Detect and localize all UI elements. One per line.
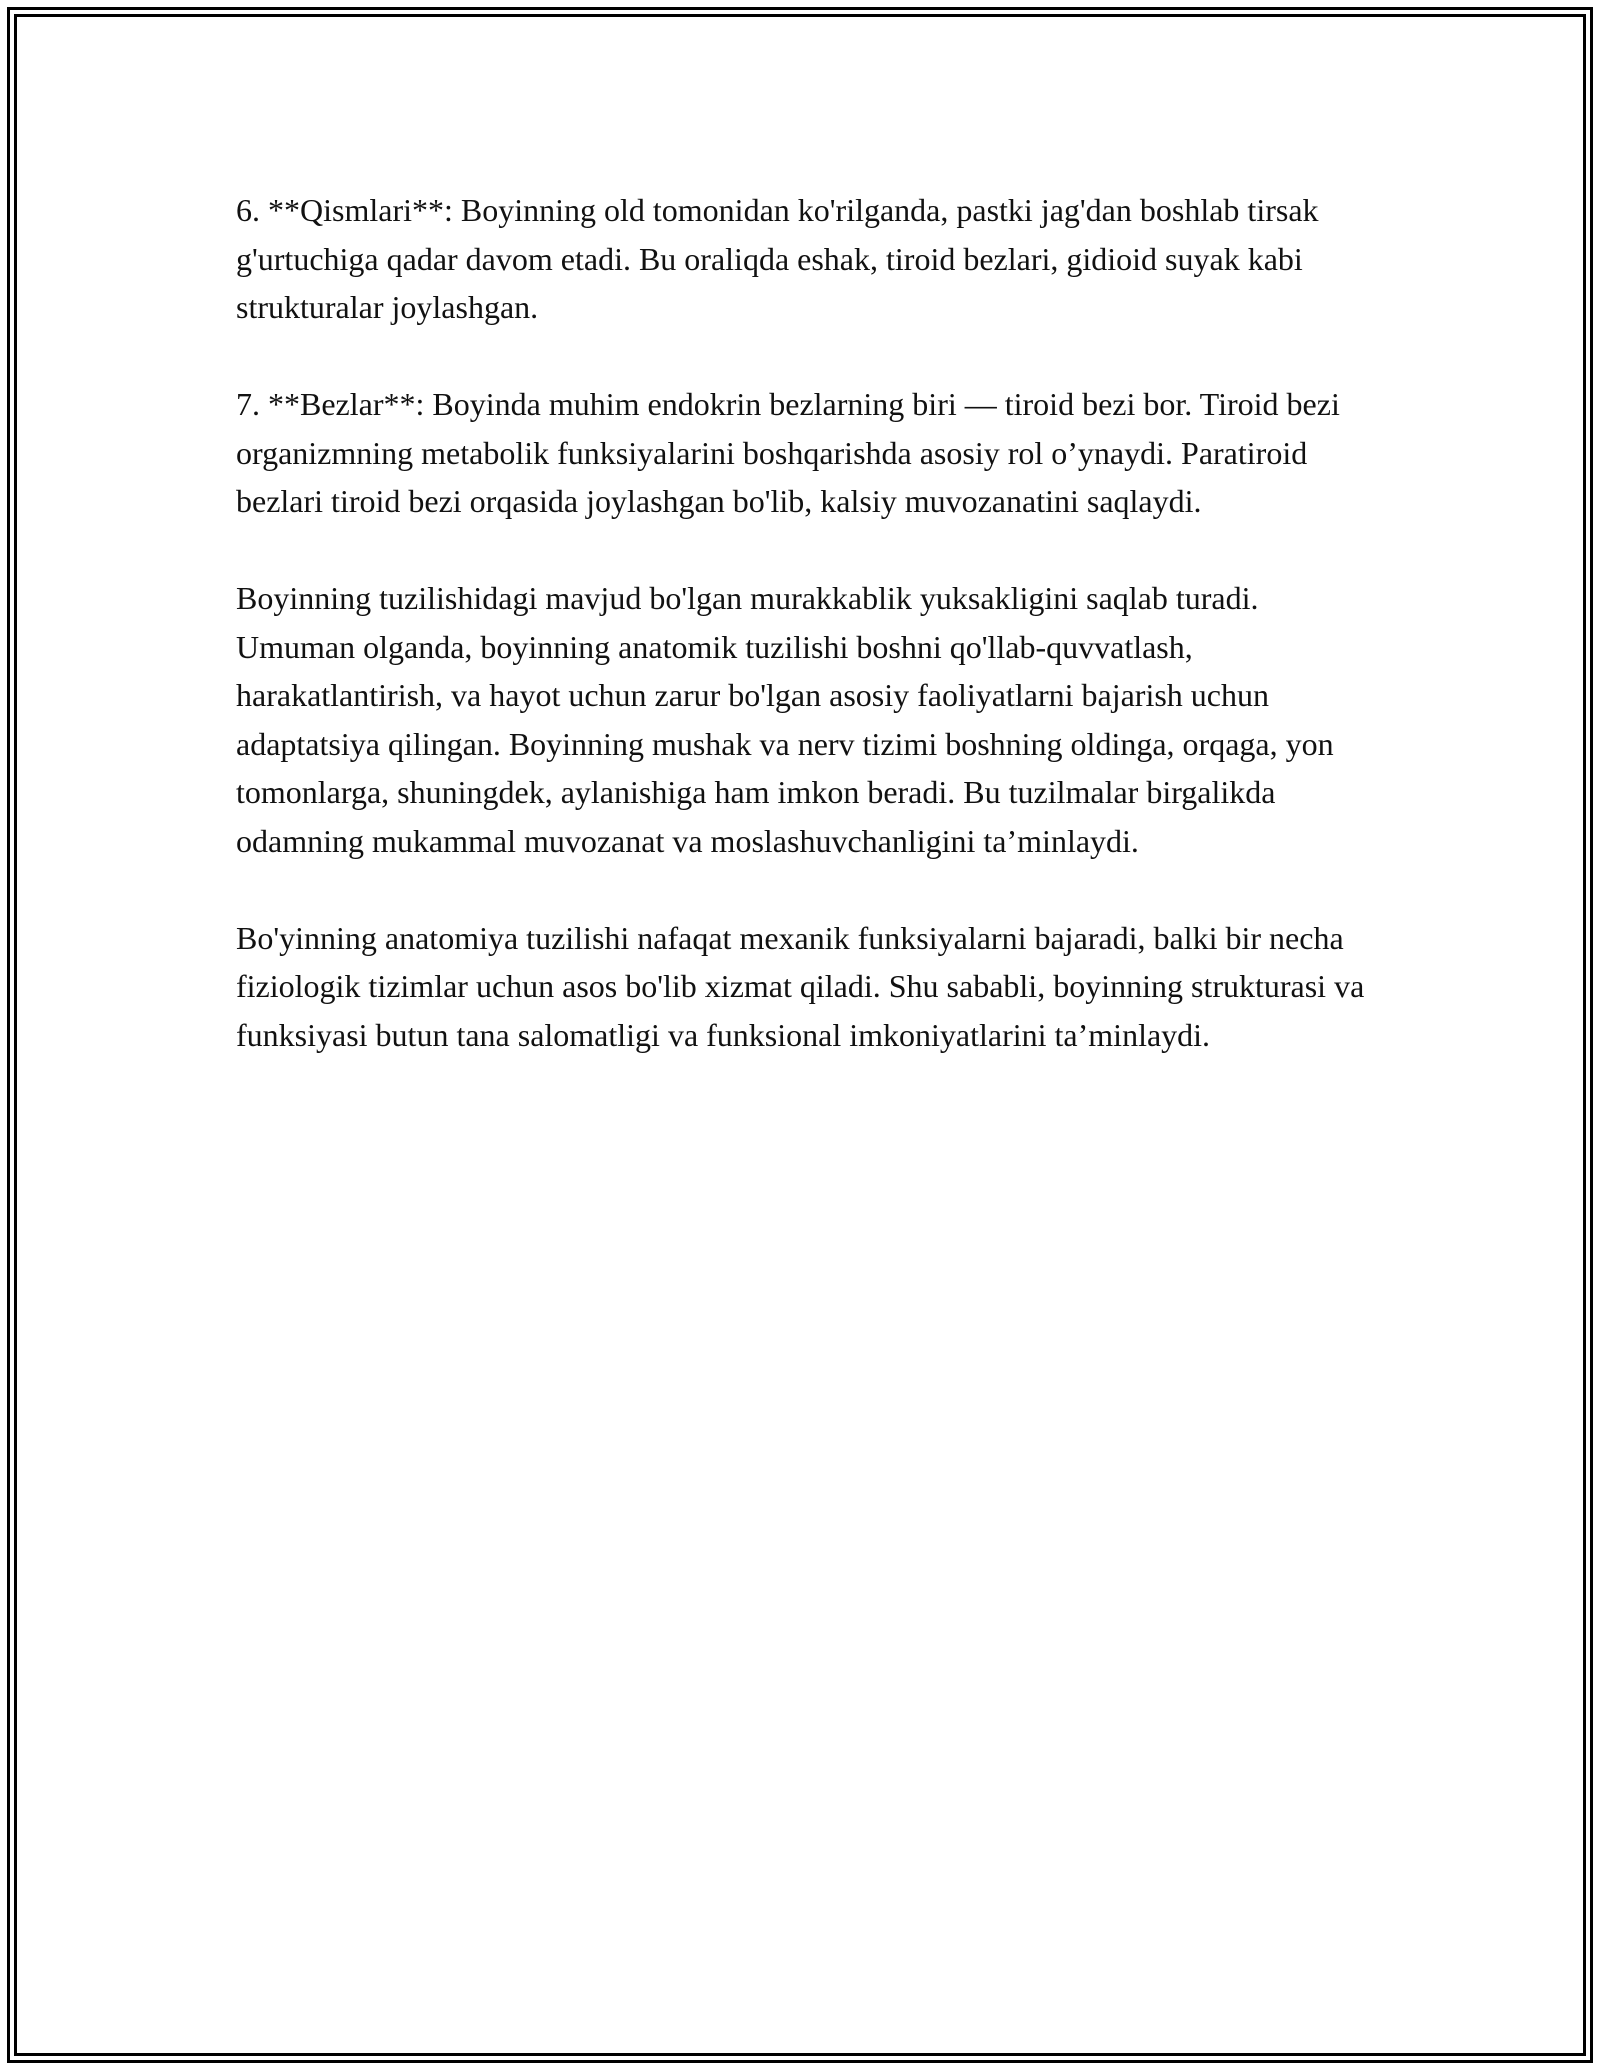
paragraph-qismlari: 6. **Qismlari**: Boyinning old tomonidan ko'rilganda, pastki jag'dan boshlab tirsak g'urtuchiga qadar davom etadi. Bu oraliqda eshak, tiroid bezlari, gidioid suyak kabi strukturalar joylashgan. [236,192,1319,325]
document-body [236,186,1376,1108]
paragraph-conclusion: Bo'yinning anatomiya tuzilishi nafaqat mexanik funksiyalarni bajaradi, balki bir necha fiziologik tizimlar uchun asos bo'lib xizmat qiladi. Shu sababli, boyinning strukturasi va funksiyasi butun tana salomatligi va funksional imkoniyatlarini ta’minlaydi. [236,919,1365,1053]
paragraph-summary: Boyinning tuzilishidagi mavjud bo'lgan murakkablik yuksakligini saqlab turadi. Umuman olganda, boyinning anatomik tuzilishi boshni qo'llab-quvvatlash, harakatlantirish, va hayot uchun zarur bo'lgan asosiy faoliyatlarni bajarish uchun adaptatsiya qilingan. Boyinning mushak va nerv tizimi boshning oldinga, orqaga, yon tomonlarga, shuningdek, aylanishiga ham imkon beradi. Bu tuzilmalar birgalikda odamning mukammal muvozanat va moslashuvchanligini ta’minlaydi. [236,580,1334,859]
paragraph-bezlar: 7. **Bezlar**: Boyinda muhim endokrin bezlarning biri — tiroid bezi bor. Tiroid bezi organizmning metabolik funksiyalarini boshqarishda asosiy rol o’ynaydi. Paratiroid bezlari tiroid bezi orqasida joylashgan bo'lib, kalsiy muvozanatini saqlaydi. [236,386,1340,519]
